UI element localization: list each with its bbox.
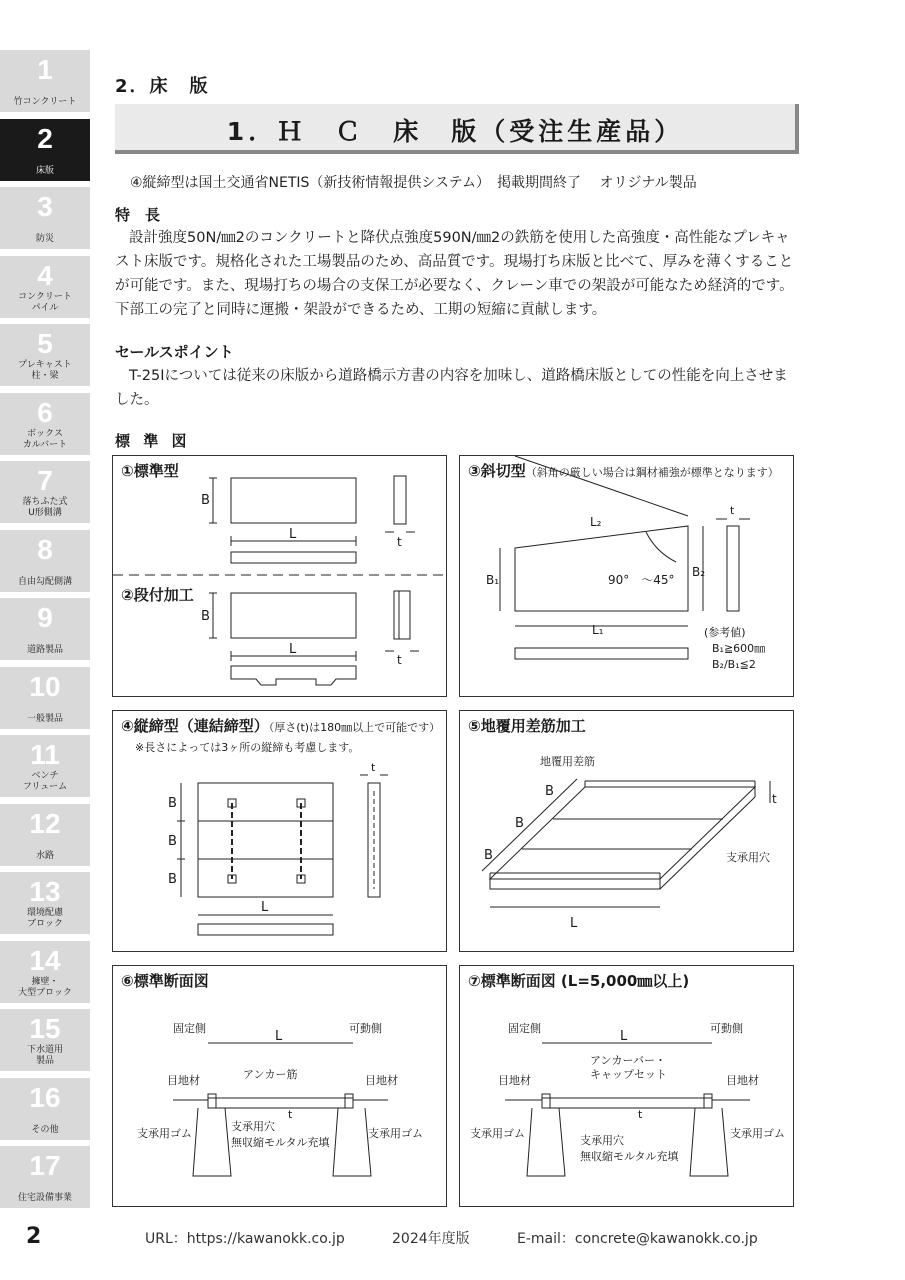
sidebar-tab-17[interactable] — [0, 1146, 90, 1208]
longitudinal-tie-diagram — [113, 711, 446, 951]
section-label: 2．床 版 — [115, 76, 210, 97]
footer-email[interactable]: E-mail：concrete@kawanokk.co.jp — [517, 1231, 758, 1247]
tab-label: 落ちふた式 U形側溝 — [22, 497, 68, 518]
hole-label: 支承用穴 — [231, 1120, 275, 1133]
tab-number: 9 — [37, 602, 53, 633]
tab-number: 7 — [37, 465, 53, 496]
dim-l: L — [570, 916, 578, 931]
sidebar-tab-13[interactable] — [0, 872, 90, 934]
fixed-side-label: 固定側 — [508, 1022, 541, 1035]
fixed-side-label: 固定側 — [173, 1022, 206, 1035]
dim-b: B — [484, 848, 493, 863]
tab-label: 水路 — [35, 850, 54, 861]
sidebar-tab-9[interactable] — [0, 598, 90, 660]
dim-t: t — [638, 1108, 643, 1121]
dim-b: B — [201, 493, 210, 508]
tab-number: 15 — [29, 1013, 61, 1044]
tab-number: 5 — [37, 328, 53, 359]
page-title: 1．Ｈ Ｃ 床 版（受注生産品） — [226, 117, 684, 146]
movable-side-label: 可動側 — [349, 1022, 382, 1035]
rubber-label: 支承用ゴム — [137, 1127, 192, 1140]
standard-type-diagram — [113, 456, 446, 696]
rubber-label: 支承用ゴム — [470, 1127, 525, 1140]
rebar-processing-diagram — [460, 711, 793, 951]
tab-label: 一般製品 — [26, 713, 63, 724]
dim-l1: L₁ — [592, 623, 604, 637]
panel-title: ②段付加工 — [121, 586, 194, 604]
joint-label: 目地材 — [498, 1074, 531, 1087]
dim-b: B — [168, 834, 177, 849]
tab-number: 2 — [37, 122, 53, 154]
ref-value-1: B₁≧600㎜ — [712, 642, 766, 655]
panel-title: ③斜切型（斜角の厳しい場合は鋼材補強が標準となります） — [468, 462, 779, 480]
anchor-label: アンカーバー・ — [590, 1054, 667, 1067]
sidebar-tab-14[interactable] — [0, 941, 90, 1003]
dim-t: t — [772, 792, 777, 806]
panel-title: ④縦締型（連結締型）（厚さ(t)は180㎜以上で可能です） — [121, 717, 441, 735]
dim-t: t — [397, 653, 402, 667]
dim-b: B — [168, 872, 177, 887]
tab-label: 住宅設備事業 — [17, 1193, 72, 1203]
tab-label: コンクリート パイル — [18, 291, 72, 313]
dim-b: B — [545, 784, 554, 799]
tab-number: 8 — [37, 533, 53, 565]
tab-label: ベンチ フリューム — [22, 771, 68, 792]
rubber-label: 支承用ゴム — [730, 1127, 785, 1140]
rubber-label: 支承用ゴム — [368, 1127, 423, 1140]
sidebar-tab-6[interactable] — [0, 393, 90, 455]
sidebar-tab-5[interactable] — [0, 324, 90, 386]
tab-number: 1 — [37, 54, 53, 85]
sidebar-tab-8[interactable] — [0, 530, 90, 592]
panel-standard-and-stepped — [112, 455, 447, 697]
mortar-label: 無収縮モルタル充填 — [231, 1136, 330, 1149]
section-diagram-7 — [460, 966, 793, 1206]
tab-label: プレキャスト 柱・梁 — [18, 360, 72, 381]
sidebar-tab-16[interactable] — [0, 1078, 90, 1140]
panel-skew-cut — [459, 455, 794, 697]
footer-url[interactable]: URL：https://kawanokk.co.jp — [145, 1231, 345, 1247]
tab-number: 11 — [30, 739, 60, 770]
sidebar-tab-12[interactable] — [0, 804, 90, 866]
footer-edition: 2024年度版 — [392, 1231, 470, 1247]
tab-number: 16 — [29, 1081, 61, 1113]
dim-b2: B₂ — [692, 565, 706, 579]
tab-number: 14 — [29, 944, 61, 976]
tab-label: 擁壁・ 大型ブロック — [18, 976, 72, 998]
dim-t: t — [288, 1108, 293, 1121]
sidebar-tab-11[interactable] — [0, 735, 90, 797]
tab-label: その他 — [31, 1124, 59, 1135]
section-diagram-6 — [113, 966, 446, 1206]
anchor-label: キャップセット — [590, 1068, 667, 1081]
dim-l2: L₂ — [590, 515, 602, 529]
tab-label: ボックス カルバート — [22, 428, 68, 450]
tab-label: 床版 — [35, 165, 54, 176]
movable-side-label: 可動側 — [710, 1022, 743, 1035]
tab-number: 3 — [37, 191, 53, 222]
tab-number: 6 — [37, 396, 53, 428]
sidebar-tab-2[interactable] — [0, 119, 90, 181]
skew-cut-diagram — [460, 456, 793, 696]
tab-number: 17 — [29, 1150, 61, 1181]
panel-note: ※長さによっては3ヶ所の縦締も考慮します。 — [135, 741, 360, 754]
diagram-heading: 標 準 図 — [115, 432, 191, 450]
dim-l: L — [289, 642, 297, 657]
joint-label: 目地材 — [726, 1074, 759, 1087]
features-heading: 特 長 — [115, 206, 161, 224]
features-text: 設計強度50N/㎜2のコンクリートと降伏点強度590N/㎜2の鉄筋を使用した高強度・高性能なプレキャスト床版です。規格化された工場製品のため、高品質です。現場打ち床版と比べて、厚みを薄くすることが可能です。また、現場打ちの場合の支保工が必要なく、クレーン車での架設が可能なため経済的です。下部工の完了と同時に運搬・架設ができるため、工期の短縮に貢献します。 — [115, 230, 794, 318]
dim-b: B — [168, 796, 177, 811]
dim-t: t — [371, 761, 376, 774]
sidebar-tab-1[interactable] — [0, 50, 90, 112]
panel-title: ⑦標準断面図 (L=5,000㎜以上) — [468, 972, 690, 990]
joint-label: 目地材 — [167, 1074, 200, 1087]
sidebar-tab-15[interactable] — [0, 1009, 90, 1071]
sales-text: T-25Iについては従来の床版から道路橋示方書の内容を加味し、道路橋床版としての性能を向上させました。 — [115, 368, 788, 408]
panel-longitudinal-tie — [112, 710, 447, 952]
panel-section-6 — [112, 965, 447, 1207]
tab-number: 4 — [37, 259, 53, 291]
rebar-label: 地覆用差筋 — [540, 755, 595, 768]
ref-title: (参考値) — [704, 626, 746, 639]
dim-b1: B₁ — [486, 573, 500, 587]
hole-label: 支承用穴 — [580, 1134, 624, 1147]
sales-heading: セールスポイント — [115, 343, 234, 361]
angle-label: 90° ～45° — [608, 573, 675, 587]
tab-number: 12 — [29, 807, 61, 839]
panel-title: ⑥標準断面図 — [121, 972, 209, 990]
anchor-label: アンカー筋 — [243, 1068, 298, 1081]
tab-label: 下水道用 製品 — [26, 1045, 63, 1066]
sidebar-tab-3[interactable] — [0, 187, 90, 249]
sidebar-tab-10[interactable] — [0, 667, 90, 729]
panel-rebar-processing — [459, 710, 794, 952]
netis-note: ④縦締型は国土交通省NETIS（新技術情報提供システム） 掲載期間終了 オリジナル製品 — [130, 175, 697, 191]
page-number: 2 — [26, 1224, 42, 1249]
title-bar — [115, 104, 799, 154]
tab-number: 13 — [29, 876, 61, 907]
tab-number: 10 — [29, 670, 61, 702]
dim-t: t — [397, 535, 402, 549]
panel-section-7 — [459, 965, 794, 1207]
ref-value-2: B₂/B₁≦2 — [712, 658, 756, 671]
dim-b: B — [201, 609, 210, 624]
mortar-label: 無収縮モルタル充填 — [580, 1150, 679, 1163]
tab-label: 自由勾配側溝 — [17, 576, 72, 587]
panel-title: ⑤地覆用差筋加工 — [468, 717, 586, 735]
tab-label: 防災 — [35, 234, 54, 244]
tab-label: 環境配慮 ブロック — [26, 908, 63, 929]
tab-label: 道路製品 — [26, 645, 63, 655]
sidebar-tab-7[interactable] — [0, 461, 90, 523]
dim-l: L — [261, 900, 269, 915]
dim-t: t — [730, 504, 735, 517]
panel-title: ①標準型 — [121, 462, 179, 480]
dim-l: L — [275, 1029, 283, 1044]
dim-l: L — [289, 527, 297, 542]
joint-label: 目地材 — [365, 1074, 398, 1087]
tab-label: 竹コンクリート — [13, 97, 77, 107]
dim-b: B — [515, 816, 524, 831]
hole-label: 支承用穴 — [726, 851, 770, 864]
dim-l: L — [620, 1029, 628, 1044]
sidebar-tab-4[interactable] — [0, 256, 90, 318]
